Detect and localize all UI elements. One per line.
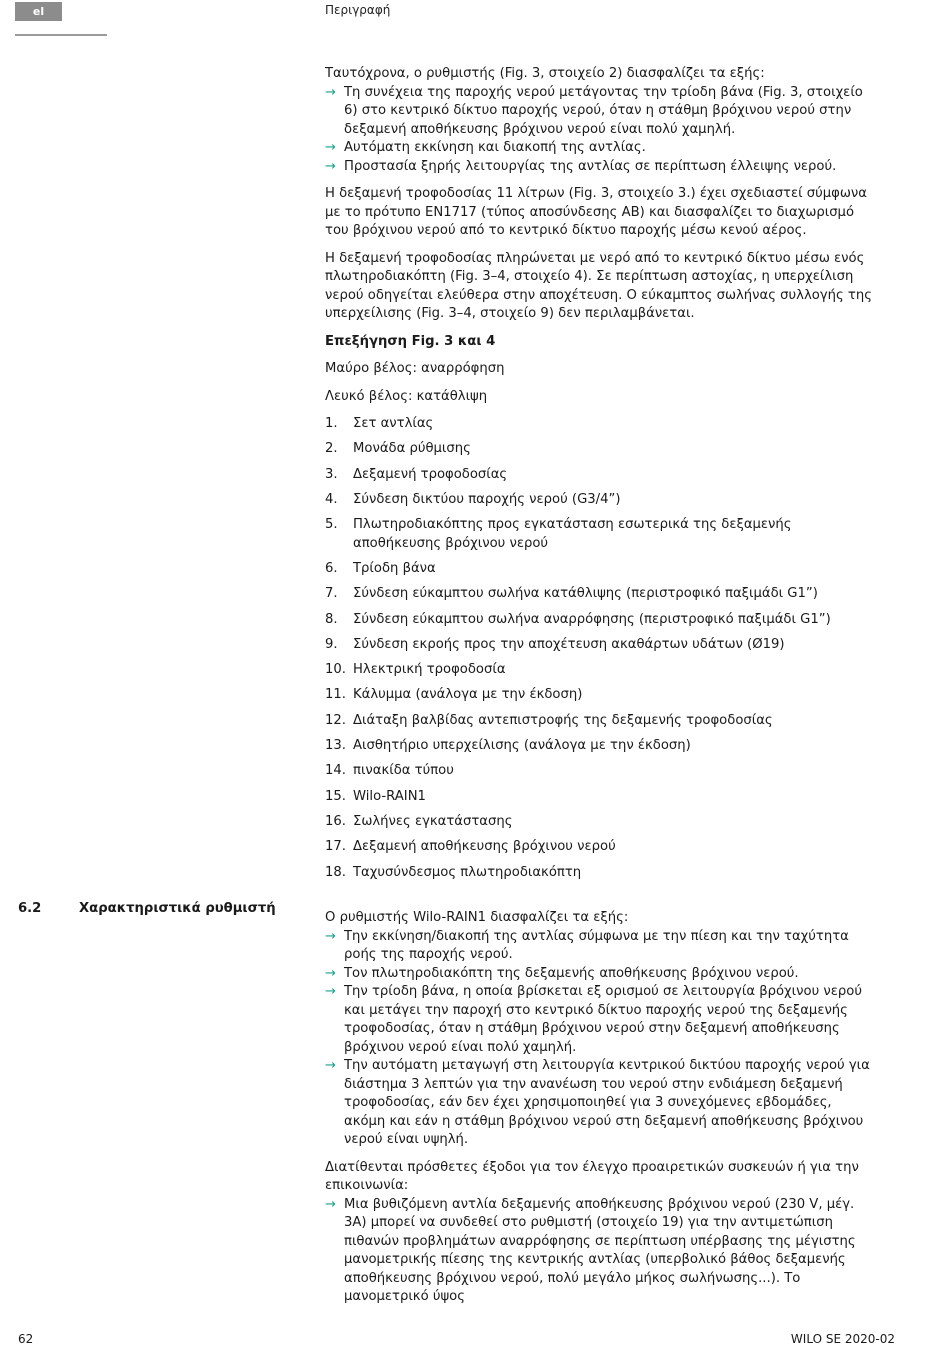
list-item: → Τη συνέχεια της παροχής νερού μετάγοντας την τρίοδη βάνα (Fig. 3, στοιχείο 6) στο κεντρικό δίκτυο παροχής νερού, όταν η στάθμη βρόχινου νερού στην δεξαμενή αποθήκευσης βρόχινου νερού είναι πολύ χαμηλή.	[325, 84, 863, 137]
arrow-right-icon: →	[325, 158, 336, 174]
main-content	[325, 65, 875, 889]
legend-list	[325, 415, 875, 882]
intro-lead: Ταυτόχρονα, ο ρυθμιστής (Fig. 3, στοιχείο 2) διασφαλίζει τα εξής:	[325, 66, 765, 81]
list-item: → Μια βυθιζόμενη αντλία δεξαμενής αποθήκευσης βρόχινου νερού (230 V, μέγ. 3A) μπορεί να συνδεθεί στο ρυθμιστή (στοιχείο 19) για την αντιμετώπιση πιθανών προβλημάτων αναρρόφησης σε περίπτωση υπέρβασης της μέγιστης μανομετρικής πίεσης της κεντρικής αντλίας (υπερβολικό βάθος δεξαμενής αποθήκευσης βρόχινου νερού, πολύ μεγάλο μήκος σωλήνωσης...). Το μανομετρικό ύψος	[325, 1196, 856, 1304]
list-item: 4. Σύνδεση δικτύου παροχής νερού (G3/4”)	[325, 491, 621, 507]
list-item: 15. Wilo-RAIN1	[325, 788, 426, 804]
list-item: → Τον πλωτηροδιακόπτη της δεξαμενής αποθήκευσης βρόχινου νερού.	[325, 965, 875, 984]
page-header-title: Περιγραφή	[325, 3, 391, 17]
section-lead: Ο ρυθμιστής Wilo-RAIN1 διασφαλίζει τα εξής:	[325, 910, 629, 925]
section-content	[325, 909, 875, 1316]
legend-note: Μαύρο βέλος: αναρρόφηση	[325, 361, 505, 376]
arrow-right-icon: →	[325, 84, 336, 100]
paragraph: Η δεξαμενή τροφοδοσίας πληρώνεται με νερό από το κεντρικό δίκτυο μέσω ενός πλωτηροδιακόπτη (Fig. 3–4, στοιχείο 4). Σε περίπτωση αστοχίας, η υπερχείλιση νερού οδηγείται ελεύθερα στην αποχέτευση. Ο εύκαμπτος σωλήνας συλλογής της υπερχείλισης (Fig. 3–4, στοιχείο 9) δεν περιλαμβάνεται.	[325, 250, 872, 321]
legend-heading: Επεξήγηση Fig. 3 και 4	[325, 333, 496, 349]
list-item: 10. Ηλεκτρική τροφοδοσία	[325, 662, 506, 678]
arrow-right-icon: →	[325, 965, 336, 981]
paragraph: Η δεξαμενή τροφοδοσίας 11 λίτρων (Fig. 3, στοιχείο 3.) έχει σχεδιαστεί σύμφωνα με το πρότυπο EN1717 (τύπος αποσύνδεσης AB) και διασφαλίζει το διαχωρισμό του βρόχινου νερού από το κεντρικό δίκτυο παροχής μέσω κενού αέρος.	[325, 186, 867, 238]
intro-bullet-list	[325, 84, 875, 177]
list-item: → Την αυτόματη μεταγωγή στη λειτουργία κεντρικού δικτύου παροχής νερού για διάστημα 3 λεπτών για την ανανέωση του νερού στην ενδιάμεση δεξαμενή τροφοδοσίας, εάν δεν έχει χρησιμοποιηθεί για 3 συνεχόμενες εβδομάδες, ακόμη και εάν η στάθμη βρόχινου νερού στη δεξαμενή αποθήκευσης βρόχινου νερού είναι υψηλή.	[325, 1058, 870, 1147]
section-number: 6.2	[18, 901, 42, 916]
list-item: 13. Αισθητήριο υπερχείλισης (ανάλογα με την έκδοση)	[325, 738, 691, 754]
list-item: 5. Πλωτηροδιακόπτης προς εγκατάσταση εσωτερικά της δεξαμενής αποθήκευσης βρόχινου νερού	[325, 517, 792, 551]
list-item: 1. Σετ αντλίας	[325, 416, 434, 431]
list-item: 2. Μονάδα ρύθμισης	[325, 441, 471, 457]
list-item: 17. Δεξαμενή αποθήκευσης βρόχινου νερού	[325, 839, 616, 855]
list-item: → Προστασία ξηρής λειτουργίας της αντλίας σε περίπτωση έλλειψης νερού.	[325, 158, 875, 177]
section-bullet-list	[325, 928, 875, 1150]
arrow-right-icon: →	[325, 984, 336, 999]
arrow-right-icon: →	[325, 1058, 336, 1073]
paragraph: Διατίθενται πρόσθετες έξοδοι για τον έλεγχο προαιρετικών συσκευών ή για την επικοινωνία:	[325, 1159, 859, 1193]
page-number: 62	[18, 1332, 34, 1346]
language-tab: el	[15, 2, 62, 21]
list-item: → Αυτόματη εκκίνηση και διακοπή της αντλίας.	[325, 139, 875, 158]
list-item: 14. πινακίδα τύπου	[325, 763, 454, 779]
legend-note: Λευκό βέλος: κατάθλιψη	[325, 388, 488, 404]
list-item: 11. Κάλυμμα (ανάλογα με την έκδοση)	[325, 687, 583, 703]
arrow-right-icon: →	[325, 140, 336, 155]
footer-brand: WILO SE 2020-02	[790, 1332, 895, 1346]
list-item: 9. Σύνδεση εκροής προς την αποχέτευση ακαθάρτων υδάτων (Ø19)	[325, 636, 785, 652]
list-item: 12. Διάταξη βαλβίδας αντεπιστροφής της δεξαμενής τροφοδοσίας	[325, 712, 773, 728]
section-title: Χαρακτηριστικά ρυθμιστή	[79, 901, 276, 916]
list-item: 3. Δεξαμενή τροφοδοσίας	[325, 466, 508, 482]
list-item: 7. Σύνδεση εύκαμπτου σωλήνα κατάθλιψης (περιστροφικό παξιμάδι G1”)	[325, 586, 818, 602]
list-item: 8. Σύνδεση εύκαμπτου σωλήνα αναρρόφησης (περιστροφικό παξιμάδι G1”)	[325, 611, 831, 627]
header-divider	[15, 34, 107, 36]
list-item: → Την τρίοδη βάνα, η οποία βρίσκεται εξ ορισμού σε λειτουργία βρόχινου νερού και μετάγει την παροχή στο κεντρικό δίκτυο παροχής νερού της δεξαμενής τροφοδοσίας, όταν η στάθμη βρόχινου νερού στην δεξαμενή αποθήκευσης βρόχινου νερού είναι πολύ χαμηλή.	[325, 984, 862, 1055]
section-bullet-list-2	[325, 1196, 875, 1307]
arrow-right-icon: →	[325, 1196, 336, 1212]
list-item: 18. Ταχυσύνδεσμος πλωτηροδιακόπτη	[325, 864, 582, 880]
list-item: 16. Σωλήνες εγκατάστασης	[325, 813, 513, 829]
list-item: → Την εκκίνηση/διακοπή της αντλίας σύμφωνα με την πίεση και την ταχύτητα ροής της παροχής νερού.	[325, 928, 849, 962]
list-item: 6. Τρίοδη βάνα	[325, 560, 436, 576]
arrow-right-icon: →	[325, 928, 336, 944]
